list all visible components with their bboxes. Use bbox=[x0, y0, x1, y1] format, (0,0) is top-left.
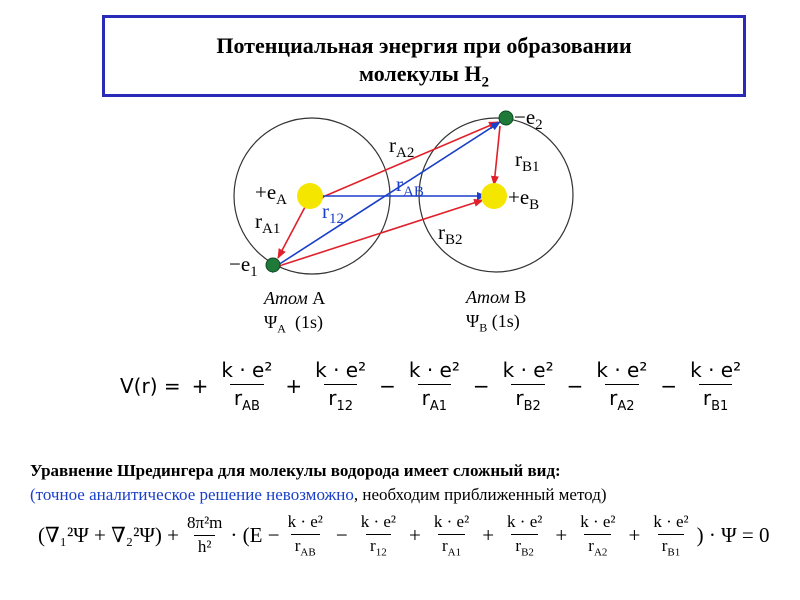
schrodinger-rhs: ) · Ψ = 0 bbox=[696, 522, 770, 547]
potential-sign-0: + bbox=[191, 374, 209, 398]
schrodinger-term-1: $\frac{\text{k · e²}}{r_{12}}$ bbox=[360, 512, 397, 559]
nucleus-a bbox=[297, 183, 323, 209]
title-line-2-text: молекулы H bbox=[359, 61, 482, 86]
label-rA2: $r_{A2}$ bbox=[389, 133, 415, 162]
electron-1 bbox=[266, 258, 280, 272]
schrodinger-sign-5: + bbox=[628, 522, 641, 547]
schrodinger-term-0: $\frac{\text{k · e²}}{r_{AB}}$ bbox=[287, 512, 323, 559]
electron-2 bbox=[499, 111, 513, 125]
atom-b-caption: Атом B $\Psi_B$ (1s) bbox=[466, 287, 527, 335]
potential-sign-5: − bbox=[660, 374, 678, 398]
label-eA: $+e_A$ bbox=[255, 180, 288, 209]
potential-sign-2: − bbox=[379, 374, 396, 398]
potential-formula bbox=[120, 358, 749, 414]
potential-terms bbox=[187, 358, 750, 414]
schrodinger-formula bbox=[38, 512, 769, 558]
schrodinger-mid: · (E − bbox=[230, 522, 280, 547]
title-line-1: Потенциальная энергия при образовании bbox=[216, 33, 632, 58]
atom-a-caption: Атом A $\Psi_A$ (1s) bbox=[264, 288, 326, 336]
schrodinger-sign-1: − bbox=[335, 522, 348, 547]
schrodinger-terms bbox=[280, 512, 697, 558]
potential-sign-1: + bbox=[285, 374, 303, 398]
vector-rB1 bbox=[494, 126, 500, 185]
label-r12: $r_{12}$ bbox=[322, 199, 344, 228]
schrodinger-term-2: $\frac{\text{k · e²}}{r_{A1}}$ bbox=[433, 512, 470, 559]
schrodinger-lhs: (∇₁²Ψ + ∇₂²Ψ) + bbox=[38, 522, 179, 547]
potential-term-1: $\frac{\text{k · e²}}{r_{12}}$ bbox=[315, 358, 367, 414]
label-rAB: $r_{AB}$ bbox=[396, 172, 424, 201]
schrodinger-coefficient: $\frac{\text{8π²m}}{\text{h²}}$ bbox=[186, 513, 223, 557]
title-line-2-sub: 2 bbox=[481, 74, 489, 91]
schrodinger-term-3: $\frac{\text{k · e²}}{r_{B2}}$ bbox=[507, 512, 543, 559]
potential-term-0: $\frac{\text{k · e²}}{r_{AB}}$ bbox=[221, 358, 273, 414]
potential-term-4: $\frac{\text{k · e²}}{r_{A2}}$ bbox=[596, 358, 648, 414]
label-rB1: $r_{B1}$ bbox=[515, 147, 540, 176]
label-e1: $-e_1$ bbox=[229, 252, 258, 281]
potential-sign-4: − bbox=[566, 374, 584, 398]
schrodinger-sign-3: + bbox=[482, 522, 495, 547]
schrodinger-sign-2: + bbox=[409, 522, 421, 547]
nucleus-b bbox=[481, 183, 507, 209]
label-rB2: $r_{B2}$ bbox=[438, 220, 463, 249]
potential-lhs: V(r) = bbox=[120, 374, 181, 398]
schrodinger-term-5: $\frac{\text{k · e²}}{r_{B1}}$ bbox=[653, 512, 689, 559]
label-e2: $-e_2$ bbox=[514, 105, 543, 134]
schrodinger-term-4: $\frac{\text{k · e²}}{r_{A2}}$ bbox=[580, 512, 616, 559]
schrodinger-sign-4: + bbox=[555, 522, 568, 547]
potential-term-5: $\frac{\text{k · e²}}{r_{B1}}$ bbox=[690, 358, 742, 414]
schrodinger-heading: Уравнение Шредингера для молекулы водорода имеет сложный вид: bbox=[30, 461, 561, 480]
label-rA1: $r_{A1}$ bbox=[255, 209, 281, 238]
potential-term-3: $\frac{\text{k · e²}}{r_{B2}}$ bbox=[502, 358, 554, 414]
approximation-note: (точное аналитическое решение невозможно, необходим приближенный метод) bbox=[30, 485, 607, 504]
potential-sign-3: − bbox=[472, 374, 490, 398]
label-eB: $+e_B$ bbox=[508, 185, 540, 214]
potential-term-2: $\frac{\text{k · e²}}{r_{A1}}$ bbox=[408, 358, 460, 414]
